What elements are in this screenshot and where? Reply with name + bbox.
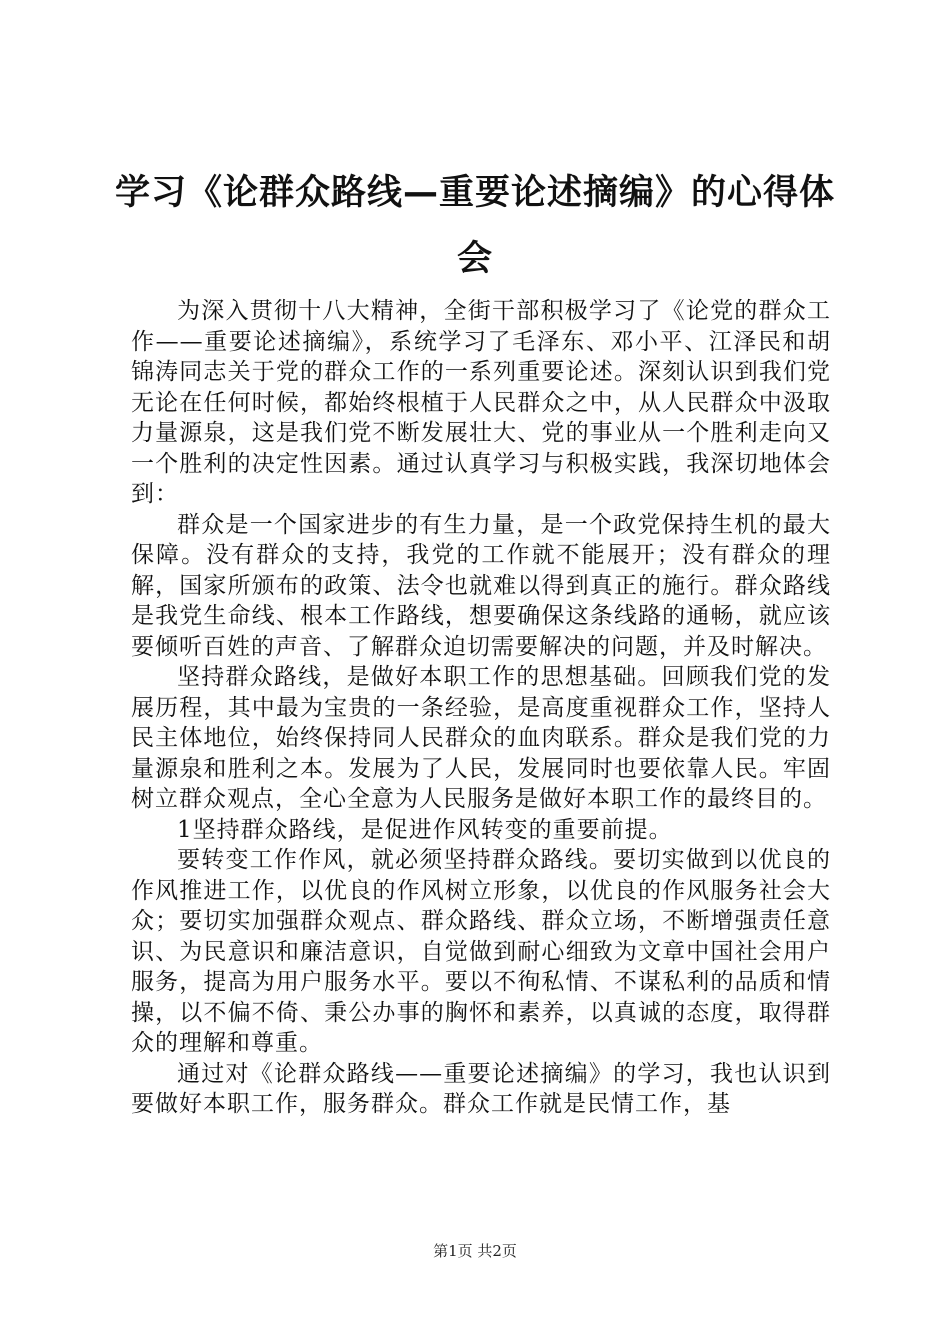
paragraph-work-style: 要转变工作作风，就必须坚持群众路线。要切实做到以优良的作风推进工作，以优良的作风树立形象，以优良的作风服务社会大众；要切实加强群众观点、群众路线、群众立场，不断增强责任意识、为民意识和廉洁意识，自觉做到耐心细致为文章中国社会用户服务，提高为用户服务水平。要以不徇私情、不谋私利的品质和情操，以不偏不倚、秉公办事的胸怀和素养，以真诚的态度，取得群众的理解和尊重。 <box>131 847 831 1056</box>
paragraph-masses-strength: 群众是一个国家进步的有生力量，是一个政党保持生机的最大保障。没有群众的支持，我党的工作就不能展开；没有群众的理解，国家所颁布的政策、法令也就难以得到真正的施行。群众路线是我党生命线、根本工作路线，想要确保这条线路的通畅，就应该要倾听百姓的声音、了解群众迫切需要解决的问题，并及时解决。 <box>131 511 831 660</box>
document-body <box>131 296 831 1120</box>
document-title: 学习《论群众路线—重要论述摘编》的心得体会 <box>114 173 835 279</box>
paragraph-heading-work-style: 1坚持群众路线，是促进作风转变的重要前提。 <box>177 816 673 843</box>
paragraph-ideological-basis: 坚持群众路线，是做好本职工作的思想基础。回顾我们党的发展历程，其中最为宝贵的一条经验，是高度重视群众工作，坚持人民主体地位，始终保持同人民群众的血肉联系。群众是我们党的力量源泉和胜利之本。发展为了人民，发展同时也要依靠人民。牢固树立群众观点，全心全意为人民服务是做好本职工作的最终目的。 <box>131 664 831 812</box>
paragraph-conclusion: 通过对《论群众路线——重要论述摘编》的学习，我也认识到要做好本职工作，服务群众。群众工作就是民情工作，基 <box>131 1060 831 1117</box>
paragraph-intro: 为深入贯彻十八大精神，全街干部积极学习了《论党的群众工作——重要论述摘编》，系统学习了毛泽东、邓小平、江泽民和胡锦涛同志关于党的群众工作的一系列重要论述。深刻认识到我们党无论在任何时候，都始终根植于人民群众之中，从人民群众中汲取力量源泉，这是我们党不断发展壮大、党的事业从一个胜利走向又一个胜利的决定性因素。通过认真学习与积极实践，我深切地体会到： <box>131 298 831 507</box>
page-footer: 第1页 共2页 <box>433 1242 517 1260</box>
